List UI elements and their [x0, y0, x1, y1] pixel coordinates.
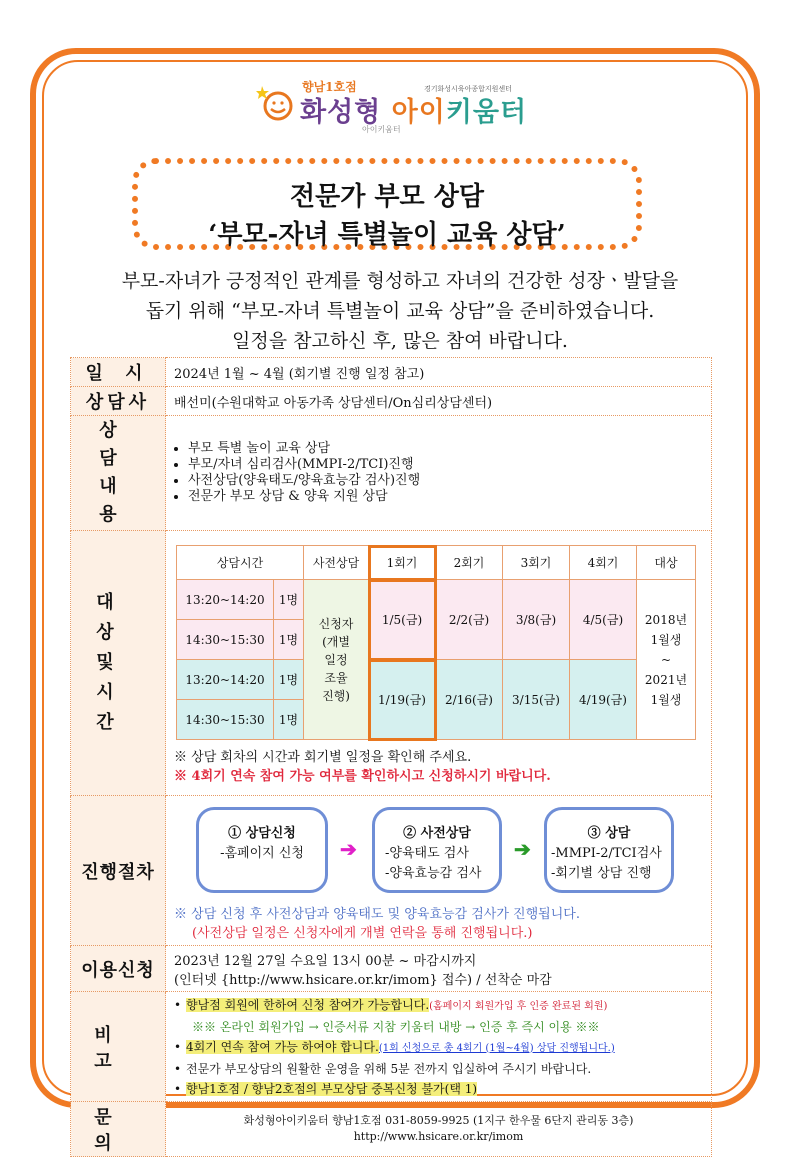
remarks-value — [166, 992, 712, 1102]
date-value: 2024년 1월 ~ 4월 (회기별 진행 일정 참고) — [166, 358, 712, 387]
remark-4: • 전문가 부모상담의 원활한 운영을 위해 5분 전까지 입실하여 주시기 바랍니다. — [174, 1061, 592, 1076]
row-date — [71, 358, 712, 387]
pre-line: 진행) — [322, 688, 350, 703]
list-item: • 전문가 부모 상담 & 양육 지원 상담 — [188, 489, 703, 505]
remarks-label: 비 고 — [71, 992, 166, 1102]
remark-sub: (홈페이지 회원가입 후 인증 완료된 회원) — [429, 1000, 608, 1012]
remark-text: 향남점 회원에 한하여 신청 참여가 가능합니다. — [186, 997, 430, 1012]
page-title: 전문가 부모 상담 — [290, 182, 484, 212]
time-cell: 14:30~15:30 — [177, 700, 274, 740]
contact-value — [166, 1102, 712, 1157]
session-4-group-2: 4/19(금) — [570, 660, 637, 740]
counselor-value: 배선미(수원대학교 아동가족 상담센터/On심리상담센터) — [166, 387, 712, 416]
logo-branch: 향남1호점 — [302, 80, 357, 94]
target-line: 2018년 — [644, 612, 688, 627]
apply-line: 2023년 12월 27일 수요일 13시 00분 ~ 마감시까지 — [174, 953, 477, 969]
sun-face-icon — [256, 82, 296, 122]
process-note-1: ※ 상담 신청 후 사전상담과 양육태도 및 양육효능감 검사가 진행됩니다. — [174, 906, 580, 922]
count-cell: 1명 — [274, 700, 304, 740]
remark-text: 전문가 부모상담의 원활한 운영을 위해 5분 전까지 입실하여 주시기 바랍니다. — [186, 1061, 592, 1076]
target-label-2: 및 — [96, 652, 140, 673]
header-session-1: 1회기 — [369, 546, 436, 580]
info-table — [70, 357, 712, 1157]
header-pre: 사전상담 — [304, 546, 369, 580]
session-2-group-2: 2/16(금) — [436, 660, 503, 740]
target-cell — [637, 580, 696, 740]
row-counselor — [71, 387, 712, 416]
step-line: -MMPI-2/TCI검사 — [551, 845, 662, 861]
title-box — [132, 158, 642, 250]
pre-line: 조율 — [324, 670, 348, 685]
session-3-group-2: 3/15(금) — [503, 660, 570, 740]
pre-line: (개별 — [322, 634, 350, 649]
page-subtitle: ‘부모-자녀 특별놀이 교육 상담’ — [208, 220, 566, 250]
session-4-group-1: 4/5(금) — [570, 580, 637, 660]
row-content — [71, 416, 712, 531]
list-item: • 부모 특별 놀이 교육 상담 — [188, 441, 703, 457]
remark-sub: (1회 신청으로 총 4회기 (1월~4월) 상담 진행됩니다.) — [378, 1042, 615, 1054]
target-label-1: 대 상 — [96, 592, 140, 643]
schedule-note-2: ※ 4회기 연속 참여 가능 여부를 확인하시고 신청하시기 바랍니다. — [174, 769, 551, 784]
step-title: ① 상담신청 — [228, 825, 296, 841]
time-cell: 13:20~14:20 — [177, 580, 274, 620]
counselor-label: 상담사 — [71, 387, 166, 416]
intro-text — [70, 266, 730, 356]
intro-line: 부모-자녀가 긍정적인 관계를 형성하고 자녀의 건강한 성장ㆍ발달을 — [121, 270, 679, 292]
step-line: -홈페이지 신청 — [220, 845, 304, 861]
process-note-2: (사전상담 일정은 신청자에게 개별 연락을 통해 진행됩니다.) — [192, 925, 533, 941]
logo-name: 화성형 아이키움터 — [300, 97, 528, 128]
target-label — [71, 531, 166, 796]
list-item: • 부모/자녀 심리검사(MMPI-2/TCI)진행 — [188, 457, 703, 473]
pre-line: 신청자 — [318, 616, 354, 631]
row-contact — [71, 1102, 712, 1157]
table-row — [177, 580, 696, 620]
content-list — [174, 441, 703, 505]
time-cell: 14:30~15:30 — [177, 620, 274, 660]
row-schedule — [71, 531, 712, 796]
step-line: -회기별 상담 진행 — [551, 865, 652, 881]
step-apply — [196, 807, 328, 893]
remark-5: • 향남1호점 / 향남2호점의 부모상담 중복신청 불가(택 1) — [174, 1081, 478, 1096]
session-2-group-1: 2/2(금) — [436, 580, 503, 660]
step-counsel — [544, 807, 674, 893]
schedule-cell — [166, 531, 712, 796]
header-session-3: 3회기 — [503, 546, 570, 580]
header-session-4: 4회기 — [570, 546, 637, 580]
remark-1: • 향남점 회원에 한하여 신청 참여가 가능합니다.(홈페이지 회원가입 후 인증 완료된 회원) — [174, 997, 608, 1012]
row-process — [71, 796, 712, 946]
session-1-group-1: 1/5(금) — [369, 580, 436, 660]
target-line: 1월생 — [650, 692, 682, 707]
apply-value — [166, 946, 712, 992]
intro-line: 일정을 참고하신 후, 많은 참여 바랍니다. — [232, 330, 568, 352]
list-item: • 사전상담(양육태도/양육효능감 검사)진행 — [188, 473, 703, 489]
apply-line: (인터넷 {http://www.hsicare.or.kr/imom} 접수) / 선착순 마감 — [174, 972, 552, 988]
row-apply — [71, 946, 712, 992]
intro-line: 돕기 위해 “부모-자녀 특별놀이 교육 상담”을 준비하였습니다. — [145, 300, 655, 322]
step-line: -양육태도 검사 — [385, 845, 469, 861]
arrow-right-icon: ➔ — [514, 836, 531, 861]
step-title: ③ 상담 — [587, 825, 631, 841]
arrow-right-icon: ➔ — [340, 836, 357, 861]
remark-2: ※※ 온라인 회원가입 → 인증서류 지참 키움터 내방 → 인증 후 즉시 이용 ※※ — [192, 1019, 600, 1034]
org-logo: 경기화성시육아종합지원센터 — [424, 85, 512, 93]
apply-label: 이용신청 — [71, 946, 166, 992]
process-label: 진행절차 — [71, 796, 166, 946]
content-value — [166, 416, 712, 531]
step-title: ② 사전상담 — [403, 825, 471, 841]
content-label-2: 내 용 — [99, 476, 137, 525]
remark-text: 4회기 연속 참여 가능 하여야 합니다. — [186, 1039, 379, 1054]
schedule-note-1: ※ 상담 회차의 시간과 회기별 일정을 확인해 주세요. — [174, 750, 472, 765]
remark-text: 향남1호점 / 향남2호점의 부모상담 중복신청 불가(택 1) — [186, 1081, 478, 1096]
header-session-2: 2회기 — [436, 546, 503, 580]
step-pre-counsel — [372, 807, 502, 893]
count-cell: 1명 — [274, 620, 304, 660]
date-label: 일 시 — [71, 358, 166, 387]
target-line: 1월생 — [650, 632, 682, 647]
header-target: 대상 — [637, 546, 696, 580]
contact-url[interactable]: http://www.hsicare.or.kr/imom — [353, 1130, 524, 1143]
logo — [256, 76, 546, 138]
content-label — [71, 416, 166, 531]
pre-counsel-cell — [304, 580, 369, 740]
content-label-1: 상 담 — [99, 420, 137, 469]
schedule-header-row — [177, 546, 696, 580]
session-3-group-1: 3/8(금) — [503, 580, 570, 660]
time-cell: 13:20~14:20 — [177, 660, 274, 700]
table-row — [177, 660, 696, 700]
process-steps — [174, 807, 703, 903]
logo-subtitle: 아이키움터 — [362, 125, 401, 134]
pre-line: 일정 — [324, 652, 348, 667]
contact-label: 문 의 — [71, 1102, 166, 1157]
count-cell: 1명 — [274, 660, 304, 700]
schedule-table — [176, 545, 696, 740]
remark-3: • 4회기 연속 참여 가능 하여야 합니다.(1회 신청으로 총 4회기 (1월~4월) 상담 진행됩니다.) — [174, 1039, 615, 1054]
target-line: 2021년 — [644, 672, 688, 687]
contact-line: 화성형아이키움터 향남1호점 031-8059-9925 (1지구 한우물 6단지 관리동 3층) — [243, 1114, 634, 1127]
target-line: ~ — [660, 652, 672, 667]
process-cell — [166, 796, 712, 946]
header-time: 상담시간 — [177, 546, 304, 580]
count-cell: 1명 — [274, 580, 304, 620]
session-1-group-2: 1/19(금) — [369, 660, 436, 740]
row-remarks — [71, 992, 712, 1102]
step-line: -양육효능감 검사 — [385, 865, 482, 881]
target-label-3: 시 간 — [96, 682, 140, 733]
